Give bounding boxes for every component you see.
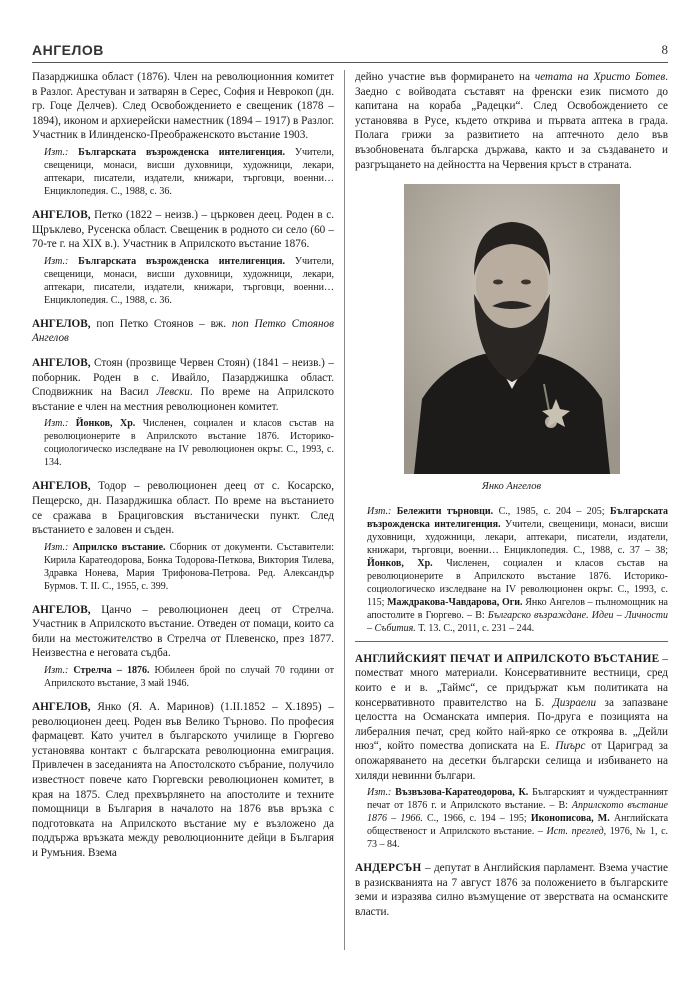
entry-headword: АНГЕЛОВ, (32, 208, 91, 221)
entry-english-press (355, 652, 668, 851)
entry-headword: АНДЕРСЪН (355, 862, 422, 875)
entry-headword: АНГЕЛОВ, (32, 317, 91, 330)
entry-continuation (355, 70, 668, 172)
entry-text: АНГЕЛОВ, поп Петко Стоянов – вж. поп Петко Стоянов Ангелов (32, 317, 334, 345)
entry-text: АНГЕЛОВ, Стоян (прозвище Червен Стоян) (1841 – неизв.) – поборник. Роден в с. Ивайло, Пазарджишка област. Сподвижник на Васил Левски. По време на Априлското въстание е член на местния революционен комитет. (32, 356, 334, 413)
entry-headword: АНГЕЛОВ, (32, 701, 91, 714)
entry-headword: АНГЕЛОВ, (32, 603, 91, 616)
entry-angelov-pop-petko (32, 317, 334, 346)
entry-angelov-stoyan (32, 356, 334, 469)
page-number: 8 (661, 42, 668, 57)
cross-reference: поп Петко Стоянов Ангелов (32, 317, 334, 345)
entry-headword: АНГЛИЙСКИЯТ ПЕЧАТ И АПРИЛСКОТО ВЪСТАНИЕ (355, 652, 660, 665)
portrait-photo (404, 184, 620, 474)
entry-source: Изт.: Стрелча – 1876. Юбилеен брой по случай 70 години от Априлското въстание, 3 май 1946. (44, 665, 335, 690)
entry-continuation (32, 70, 334, 198)
entry-source: Изт.: Йонков, Хр. Численен, социален и класов състав на революционерите в Априлското въстание 1876. Историко-социологическо изследване на IV революционен окръг. С., 1993, с. 134. (44, 418, 334, 469)
entry-anderson (355, 861, 668, 919)
entry-text: Пазарджишка област (1876). Член на революционния комитет в Разлог. Арестуван и затварян в Серес, София и Неврокоп (дн. гр. Гоце Делчев). След Освобождението е свещеник (1878 – 1894), иконом и архиерейски наместник (1894 – 1917) в Разлог. Участник в Илинденско-Преображенското въстание 1903. (32, 71, 334, 142)
running-header (32, 40, 668, 63)
right-column (355, 70, 668, 929)
cross-reference: Пиърс (555, 740, 586, 753)
entry-text: АНГЕЛОВ, Петко (1822 – неизв.) – църковен деец. Роден в с. Щръклево, Русенска област. Свещеник в родното си село (60 – 70-те г. на XIX в.). Участник в Априлското въстание 1876. (32, 208, 335, 251)
entry-headword: АНГЕЛОВ, (32, 356, 91, 369)
cross-reference: Дизраели (552, 696, 597, 709)
cross-reference: четата на Христо Ботев (534, 71, 666, 83)
entry-source: Изт.: Българската възрожденска интелигенция. Учители, свещеници, монаси, висши духовници, художници, лекари, аптекари, писатели, издатели, книжари, търговци, военни… Енциклопедия. С., 1988, с. 36. (44, 255, 334, 306)
entry-text: АНГЛИЙСКИЯТ ПЕЧАТ И АПРИЛСКОТО ВЪСТАНИЕ – поместват много материали. Консервативните вестници, сред които е и в. „Таймс“, се придържат към политиката на консервативното правителство на Б. Дизраели за запазване целостта на Османската империя. По-друга е позицията на либералния печат, сред който най-ярко се откроява в. „Дейли нюз“, който помества дописката на Е. Пиърс от Цариград за опожаряването на десетки български селища и избиването на хиляди невинни българи. (355, 652, 669, 782)
entry-headword: АНГЕЛОВ, (32, 480, 91, 493)
column-divider (344, 70, 345, 950)
entry-text: АНГЕЛОВ, Тодор – революционен деец от с. Косарско, Пещерско, дн. Пазарджишка област. По време на въстанието се сражава в Брациговския въстанически пункт. След въстанието е заловен и съден. (32, 480, 335, 537)
entry-angelov-todor (32, 479, 334, 592)
left-column (32, 70, 334, 871)
entry-source: Изт.: Възвъзова-Каратеодорова, К. Българският и чуждестранният печат от 1876 г. и Априлското въстание. – В: Априлското въстание 1876 – 1966. С., 1966, с. 194 – 195; Иконописова, М. Английската общественост и Априлското въстание. – Ист. преглед, 1976, № 1, с. 73 – 84. (367, 787, 669, 851)
entry-angelov-petko (32, 208, 334, 307)
cross-reference: Левски (156, 386, 190, 399)
entry-angelov-tsancho (32, 603, 334, 690)
entry-source: Изт.: Българската възрожденска интелигенция. Учители, свещеници, монаси, висши духовници, художници, лекари, аптекари, писатели, издатели, книжари, търговци, военни… Енциклопедия. С., 1988, с. 36. (44, 146, 334, 197)
entry-text: дейно участие във формирането на четата на Христо Ботев. Заедно с войводата съставят на френски език писмото до капитана на кораба „Радецки“. След Освобождението се установява в Русе, където открива и първата аптека в града. Полага грижи за развитието на аптечното дело във възобновената българска държава, както и за създаването и разгръщането на дейността на Червения кръст в страната. (355, 71, 669, 171)
entry-text: АНГЕЛОВ, Янко (Я. А. Маринов) (1.II.1852 – X.1895) – революционен деец. Роден във Велико Търново. По професия фармацевт. Като учител в българското училище в Гюргево установява контакт с българската революционна емиграция. Привлечен в заседанията на Апостолското събрание, получило известност повече като Гюргевски революционен комитет, в края на 1875. След прехвърлянето на апостолите и техните помощници в България в началото на 1876 във връзка с подготовката на Априлското въстание му е възложено да поддържа връзката между революционните дейци в България и Румъния. Взема (32, 701, 334, 859)
entry-source: Изт.: Бележити търновци. С., 1985, с. 204 – 205; Българската възрожденска интелигенция. Учители, свещеници, монаси, висши духовници, художници, лекари, аптекари, писатели, издатели, книжари, търговци, военни… Енциклопедия. С., 1988, с. 37 – 38; Йонков, Хр. Численен, социален и класов състав на революционерите в Априлското въстание 1876. Историко-социологическо изследване на IV революционен окръг. С., 1993, с. 115; Маждракова-Чавдарова, Оги. Янко Ангелов – пълномощник на апостолите в Гюргево. – В: Българско възраждане. Идеи – Личности – Събития. Т. 13. С., 2011, с. 231 – 244. (367, 505, 669, 634)
entry-angelov-yanko (32, 700, 334, 861)
header-title: АНГЕЛОВ (32, 42, 104, 58)
entry-text: АНДЕРСЪН – депутат в Английския парламент. Взема участие в разискванията на 7 август 1876 за положението в българските земи и изразява силно възмущение от зверствата на османските власти. (355, 862, 669, 918)
photo-caption: Янко Ангелов (481, 481, 542, 493)
entry-text: АНГЕЛОВ, Цанчо – революционен деец от Стрелча. Участник в Априлското въстание. Отведен от помаци, които са били на местожителство в Стрелча от Плевенско, през 1877. Неизвестна е неговата съдба. (32, 603, 335, 660)
entry-separator (355, 641, 668, 642)
entry-source: Изт.: Априлско въстание. Сборник от документи. Съставители: Кирила Каратеодорова, Бонка Тодорова-Петкова, Виктория Тилева, Здравка Нонева, Мария Трифонова-Петрова. Ред. Александър Бурмов. Т. II. С., 1955, с. 399. (44, 541, 335, 592)
